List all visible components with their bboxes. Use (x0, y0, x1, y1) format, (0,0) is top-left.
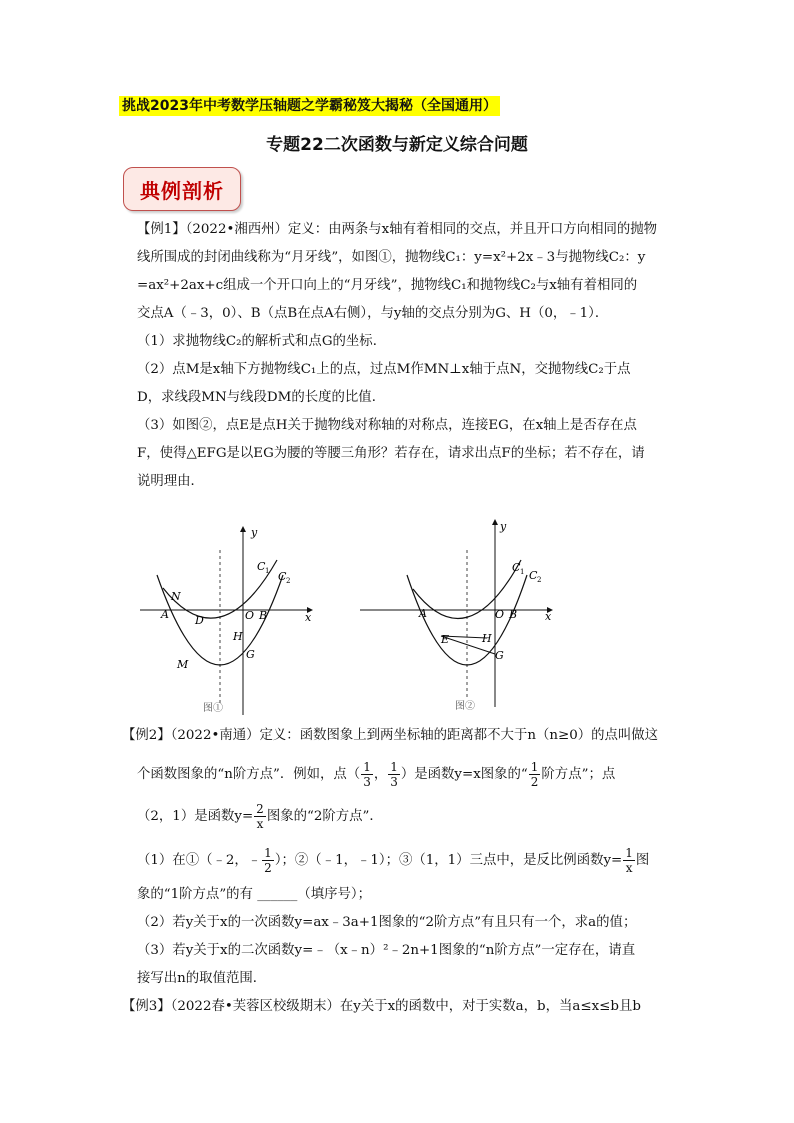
ex1-line4: 交点A（﹣3，0）、B（点B在点A右侧），与y轴的交点分别为G、H（0，﹣1）． (137, 306, 609, 321)
fig1-label-a: A (161, 608, 169, 621)
fig1-label-b: B (259, 609, 268, 622)
fig1-sub-2: 2 (286, 577, 291, 585)
fig2-sub-2: 2 (537, 576, 542, 584)
ex2-question3-b: 接写出n的取值范围． (137, 971, 267, 986)
fig2-x-label: x (545, 610, 552, 623)
ex2-line2-c: 阶方点”；点 (541, 767, 616, 782)
ex2-question1 (137, 846, 649, 875)
ex1-line2: 线所围成的封闭曲线称为“月牙线”，如图①，抛物线C₁：y=x²+2x﹣3与抛物线C₂：y (137, 250, 646, 265)
ex1-line3: =ax²+2ax+c组成一个开口向上的“月牙线”，抛物线C₁和抛物线C₂与x轴有着相同的 (137, 278, 638, 293)
fig2-label-e: E (441, 633, 450, 646)
ex2-line3-b: 图象的“2阶方点”． (266, 809, 383, 824)
ex1-question2-a: （2）点M是x轴下方抛物线C₁上的点，过点M作MN⊥x轴于点N，交抛物线C₂于点 (137, 362, 631, 377)
fig1-caption: 图① (203, 703, 223, 714)
ex2-line1: 【例2】（2022•南通）定义：函数图象上到两坐标轴的距离都不大于n（n≥0）的点叫做这 (122, 728, 659, 743)
fig1-sub-1: 1 (265, 567, 270, 575)
ex2-q1-b: ）；②（﹣1，﹣1）；③（1，1）三点中，是反比例函数y= (274, 853, 623, 868)
fig2-caption: 图② (455, 701, 475, 712)
figure-1 (135, 520, 315, 720)
ex3-line1: 【例3】（2022春•芙蓉区校级期末）在y关于x的函数中，对于实数a，b，当a≤x≤b且b (122, 999, 641, 1014)
fig1-label-n: N (171, 590, 181, 603)
series-banner: 挑战2023年中考数学压轴题之学霸秘笈大揭秘（全国通用） (119, 96, 500, 116)
fig1-label-c1: C (257, 560, 266, 573)
ex1-question1: （1）求抛物线C₂的解析式和点G的坐标． (137, 334, 387, 349)
fraction-one-third-b: $\frac{1}{3}$ (390, 760, 398, 789)
fig1-label-g: G (246, 648, 255, 661)
ex1-question3-a: （3）如图②，点E是点H关于抛物线对称轴的对称点，连接EG，在x轴上是否存在点 (137, 418, 637, 433)
ex1-question3-c: 说明理由． (137, 474, 204, 489)
fig1-label-o: O (245, 609, 255, 622)
fig2-label-h: H (482, 632, 492, 645)
ex2-q1-c: 图 (635, 853, 650, 868)
ex2-line3-a: （2，1）是函数y= (137, 809, 254, 824)
ex2-q1-a: （1）在①（﹣2，﹣ (137, 853, 262, 868)
ex2-line2-a: 个函数图象的“n阶方点”．例如，点（ (137, 767, 361, 782)
fig2-sub-1: 1 (520, 568, 525, 576)
fig1-label-m: M (177, 658, 189, 671)
fig1-y-label: y (251, 526, 258, 539)
fig2-label-o: O (495, 608, 505, 621)
fraction-two-over-x: $\frac{2}{x}$ (256, 802, 264, 831)
fraction-one-third-a: $\frac{1}{3}$ (363, 760, 371, 789)
fig1-label-h: H (233, 630, 243, 643)
fraction-one-half-q1: $\frac{1}{2}$ (264, 846, 272, 875)
ex1-question2-b: D，求线段MN与线段DM的长度的比值． (137, 390, 386, 405)
fraction-one-over-x: $\frac{1}{x}$ (625, 846, 633, 875)
fig1-x-label: x (305, 611, 312, 624)
ex2-question2: （2）若y关于x的一次函数y=ax﹣3a+1图象的“2阶方点”有且只有一个，求a的值； (137, 915, 637, 930)
ex2-question3-a: （3）若y关于x的二次函数y=﹣（x﹣n）²﹣2n+1图象的“n阶方点”一定存在，请直 (137, 943, 636, 958)
ex1-question3-b: F，使得△EFG是以EG为腰的等腰三角形？若存在，请求出点F的坐标；若不存在，请 (137, 446, 645, 461)
figure-2 (355, 515, 555, 715)
fig1-label-c2: C (278, 570, 287, 583)
fig2-label-a: A (419, 607, 427, 620)
fig2-label-c1: C (512, 561, 521, 574)
section-badge: 典例剖析 (123, 167, 241, 211)
ex1-line1: 【例1】（2022•湘西州）定义：由两条与x轴有着相同的交点，并且开口方向相同的抛物 (137, 222, 658, 237)
fig2-label-c2: C (529, 569, 538, 582)
ex2-line3 (137, 802, 383, 831)
fig2-y-label: y (500, 520, 507, 533)
fig2-label-g: G (495, 649, 504, 662)
ex2-line2-b: ）是函数y=x图象的“ (400, 767, 528, 782)
fig1-label-d: D (195, 614, 204, 627)
fraction-one-half: $\frac{1}{2}$ (530, 760, 539, 789)
fig2-label-b: B (509, 608, 518, 621)
page-title: 专题22二次函数与新定义综合问题 (266, 135, 528, 155)
ex2-line2: 个函数图象的“n阶方点”．例如，点（ $\frac{1}{3}$ ， $\frac{1}{3}$ ）是函数y=x图象的“ $\frac{1}{2}$ 阶方点”；点 (137, 760, 616, 789)
ex2-question1-d: 象的“1阶方点”的有 ______（填序号）； (137, 887, 372, 902)
